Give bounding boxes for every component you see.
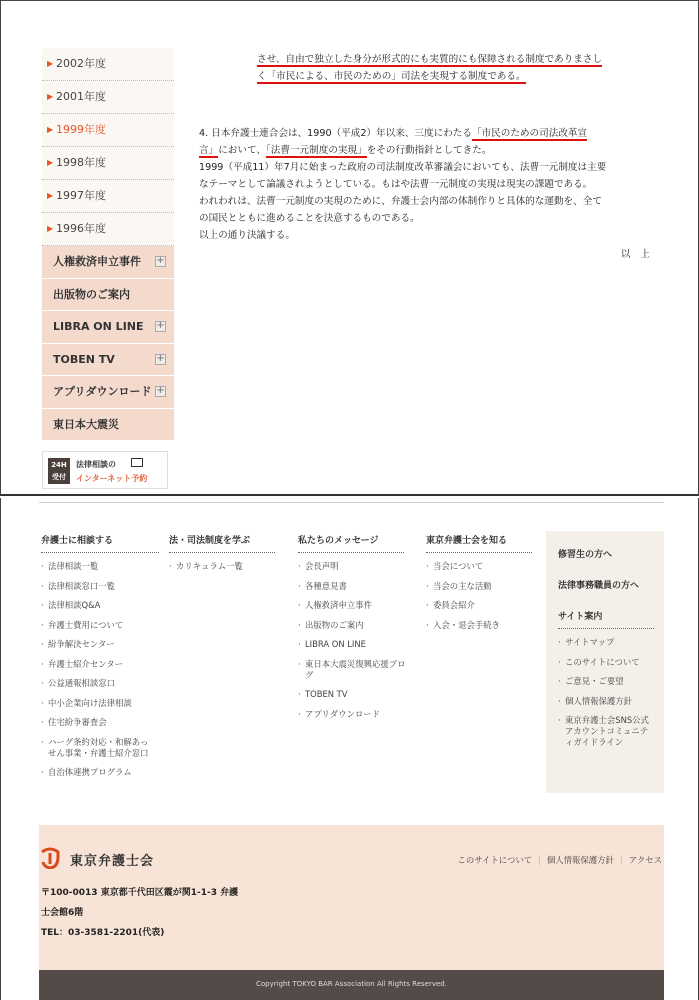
- tokyo-bar-logo-icon: [39, 847, 61, 869]
- sidebar-year-1997[interactable]: [42, 180, 174, 213]
- footer-col-messages: [298, 533, 404, 728]
- footer-link[interactable]: · このサイトについて: [558, 657, 654, 668]
- text-line: 1999（平成11）年7月に始まった政府の司法制度改革審議会においても、法曹一元制度は主要: [199, 162, 607, 173]
- footer-link[interactable]: · ハーグ条約対応・和解あっせん事業・弁護士紹介窓口: [41, 737, 153, 759]
- footer-link[interactable]: · 会長声明: [298, 561, 404, 572]
- text-segment: において、: [218, 145, 266, 156]
- text-line: 以上の通り決議する。: [199, 230, 295, 241]
- 24h-badge-icon: [48, 458, 70, 484]
- sidebar-item-label: TOBEN TV: [53, 352, 115, 366]
- sidebar-item-label: 2002年度: [56, 57, 106, 70]
- banner-line2: インターネット予約: [76, 474, 148, 483]
- footer-link[interactable]: · 法律相談一覧: [41, 561, 159, 572]
- footer-link[interactable]: · 入会・退会手続き: [426, 620, 532, 631]
- address-line: 士会館6階: [41, 908, 84, 918]
- sidebar-item-label: 1997年度: [56, 189, 106, 202]
- text-line: の国民とともに進めることを決意するものである。: [199, 213, 420, 224]
- paragraph-top: [199, 51, 664, 85]
- org-links: [457, 854, 662, 866]
- sidebar-item-label: アプリダウンロード: [53, 385, 152, 398]
- footer-side-box: [546, 531, 664, 793]
- sidebar-year-1999[interactable]: [42, 114, 174, 147]
- footer-col-title: 法・司法制度を学ぶ: [169, 533, 275, 553]
- sidebar-item-label: 1999年度: [56, 123, 106, 136]
- underlined-text: させ、自由で独立した身分が形式的にも実質的にも保障される制度でありまさし: [257, 54, 603, 65]
- sidebar-item-label: 出版物のご案内: [53, 287, 130, 301]
- sidebar: [42, 48, 174, 441]
- expand-plus-icon[interactable]: +: [156, 385, 165, 396]
- closing-text: 以上: [620, 249, 660, 260]
- internet-reservation-banner[interactable]: [42, 451, 168, 489]
- phone-number: TEL：03-3581-2201(代表): [41, 928, 165, 938]
- copyright-text: Copyright TOKYO BAR Association All Rights Reserved.: [256, 980, 447, 988]
- footer-link[interactable]: · 出版物のご案内: [298, 620, 404, 631]
- sidebar-item-label: 東日本大震災: [53, 417, 119, 431]
- footer-link[interactable]: · 法律相談Q&A: [41, 600, 159, 611]
- badge-bottom-text: 受付: [52, 473, 66, 481]
- text-line: [257, 68, 664, 85]
- underlined-text: 「市民のための司法改革宣: [471, 128, 588, 139]
- arrow-right-icon: ▶: [47, 125, 54, 134]
- text-segment: をその行動指針としてきた。: [366, 145, 492, 156]
- sidebar-item-toben-tv[interactable]: [42, 344, 174, 377]
- copyright-bar: [39, 970, 664, 1000]
- arrow-right-icon: ▶: [47, 158, 54, 167]
- text-segment: 4. 日本弁護士連合会は、1990（平成2）年以来、三度にわたる: [199, 128, 472, 139]
- paragraph-resolution: [199, 125, 664, 244]
- site-guide-title: サイト案内: [558, 609, 654, 629]
- resolution-content: [199, 51, 664, 263]
- expand-plus-icon[interactable]: +: [156, 320, 165, 331]
- sidebar-item-publications[interactable]: [42, 279, 174, 312]
- text-line: [199, 125, 664, 142]
- sidebar-year-2002[interactable]: [42, 48, 174, 81]
- sidebar-item-human-rights[interactable]: [42, 246, 174, 279]
- footer-link[interactable]: · 人権救済申立事件: [298, 600, 404, 611]
- footer-link[interactable]: · 各種意見書: [298, 581, 404, 592]
- footer-link[interactable]: · 住宅紛争審査会: [41, 717, 159, 728]
- footer-link[interactable]: · 公益通報相談窓口: [41, 678, 159, 689]
- footer-link[interactable]: · 東日本大震災復興応援ブログ: [298, 659, 406, 681]
- text-line: [257, 51, 664, 68]
- footer-link[interactable]: · 法律相談窓口一覧: [41, 581, 159, 592]
- trainee-link[interactable]: 修習生の方へ: [558, 550, 613, 560]
- text-line: われわれは、法曹一元制度の実現のために、弁護士会内部の体制作りと具体的な運動を、全て: [199, 196, 602, 207]
- expand-plus-icon[interactable]: +: [156, 255, 165, 266]
- badge-top-text: 24H: [51, 461, 67, 469]
- footer-link[interactable]: · LIBRA ON LINE: [298, 639, 404, 650]
- access-link[interactable]: アクセス: [628, 855, 662, 865]
- arrow-right-icon: ▶: [47, 191, 54, 200]
- sidebar-year-1996[interactable]: [42, 213, 174, 246]
- sidebar-item-earthquake[interactable]: [42, 409, 174, 442]
- footer-col-consult: [41, 533, 159, 787]
- arrow-right-icon: ▶: [47, 224, 54, 233]
- footer-col-title: 弁護士に相談する: [41, 533, 159, 553]
- banner-line1: 法律相談の: [76, 460, 116, 469]
- footer-link[interactable]: · カリキュラム一覧: [169, 561, 275, 572]
- arrow-right-icon: ▶: [47, 92, 54, 101]
- sidebar-item-label: 1998年度: [56, 156, 106, 169]
- footer-link[interactable]: · 弁護士紹介センター: [41, 659, 159, 670]
- site-footer: [0, 498, 699, 1000]
- sidebar-item-libra[interactable]: [42, 311, 174, 344]
- footer-col-title: 東京弁護士会を知る: [426, 533, 532, 553]
- separator: |: [538, 855, 541, 865]
- underlined-text: 言」: [199, 145, 219, 156]
- footer-link[interactable]: · アプリダウンロード: [298, 709, 404, 720]
- sidebar-year-1998[interactable]: [42, 147, 174, 180]
- arrow-right-icon: ▶: [47, 59, 54, 68]
- footer-link[interactable]: · 委員会紹介: [426, 600, 532, 611]
- footer-link[interactable]: · 東京弁護士会SNS公式アカウントコミュニティガイドライン: [558, 715, 654, 748]
- main-panel: [0, 0, 699, 496]
- divider: [39, 502, 664, 503]
- computer-icon: [131, 458, 143, 467]
- sidebar-item-app-download[interactable]: [42, 376, 174, 409]
- sidebar-year-2001[interactable]: [42, 81, 174, 114]
- address-block: [41, 883, 301, 943]
- footer-col-title: 私たちのメッセージ: [298, 533, 404, 553]
- underlined-text: 「法曹一元制度の実現」: [265, 145, 367, 156]
- address-line: 〒100-0013 東京都千代田区霞が関1-1-3 弁護: [41, 888, 239, 898]
- footer-link[interactable]: · サイトマップ: [558, 637, 654, 648]
- footer-link[interactable]: · ご意見・ご要望: [558, 676, 654, 687]
- footer-link[interactable]: · TOBEN TV: [298, 689, 404, 700]
- separator: |: [619, 855, 623, 865]
- footer-link[interactable]: · 中小企業向け法律相談: [41, 698, 159, 709]
- underlined-text: く「市民による、市民のための」司法を実現する制度である。: [257, 71, 526, 82]
- sidebar-item-label: 2001年度: [56, 90, 106, 103]
- footer-link[interactable]: · 弁護士費用について: [41, 620, 159, 631]
- footer-col-about: [426, 533, 532, 639]
- footer-link[interactable]: · 紛争解決センター: [41, 639, 159, 650]
- sidebar-item-label: 1996年度: [56, 222, 106, 235]
- privacy-policy-link[interactable]: 個人情報保護方針: [546, 855, 614, 865]
- text-line: なテーマとして論議されようとしている。もはや法曹一元制度の実現は現実の課題である。: [199, 179, 593, 190]
- about-site-link[interactable]: このサイトについて: [457, 855, 533, 865]
- footer-link[interactable]: · 当会の主な活動: [426, 581, 532, 592]
- organization-name[interactable]: 東京弁護士会: [70, 854, 155, 869]
- expand-plus-icon[interactable]: +: [156, 352, 165, 364]
- sidebar-item-label: 人権救済申立事件: [53, 255, 141, 268]
- footer-link[interactable]: · 個人情報保護方針: [558, 696, 654, 707]
- text-line: [199, 142, 664, 159]
- footer-link[interactable]: · 自治体連携プログラム: [41, 767, 159, 778]
- staff-link[interactable]: 法律事務職員の方へ: [558, 581, 640, 591]
- sidebar-item-label: LIBRA ON LINE: [53, 320, 144, 333]
- footer-link[interactable]: · 当会について: [426, 561, 532, 572]
- footer-col-learn: [169, 533, 275, 581]
- organization-info: [39, 825, 664, 970]
